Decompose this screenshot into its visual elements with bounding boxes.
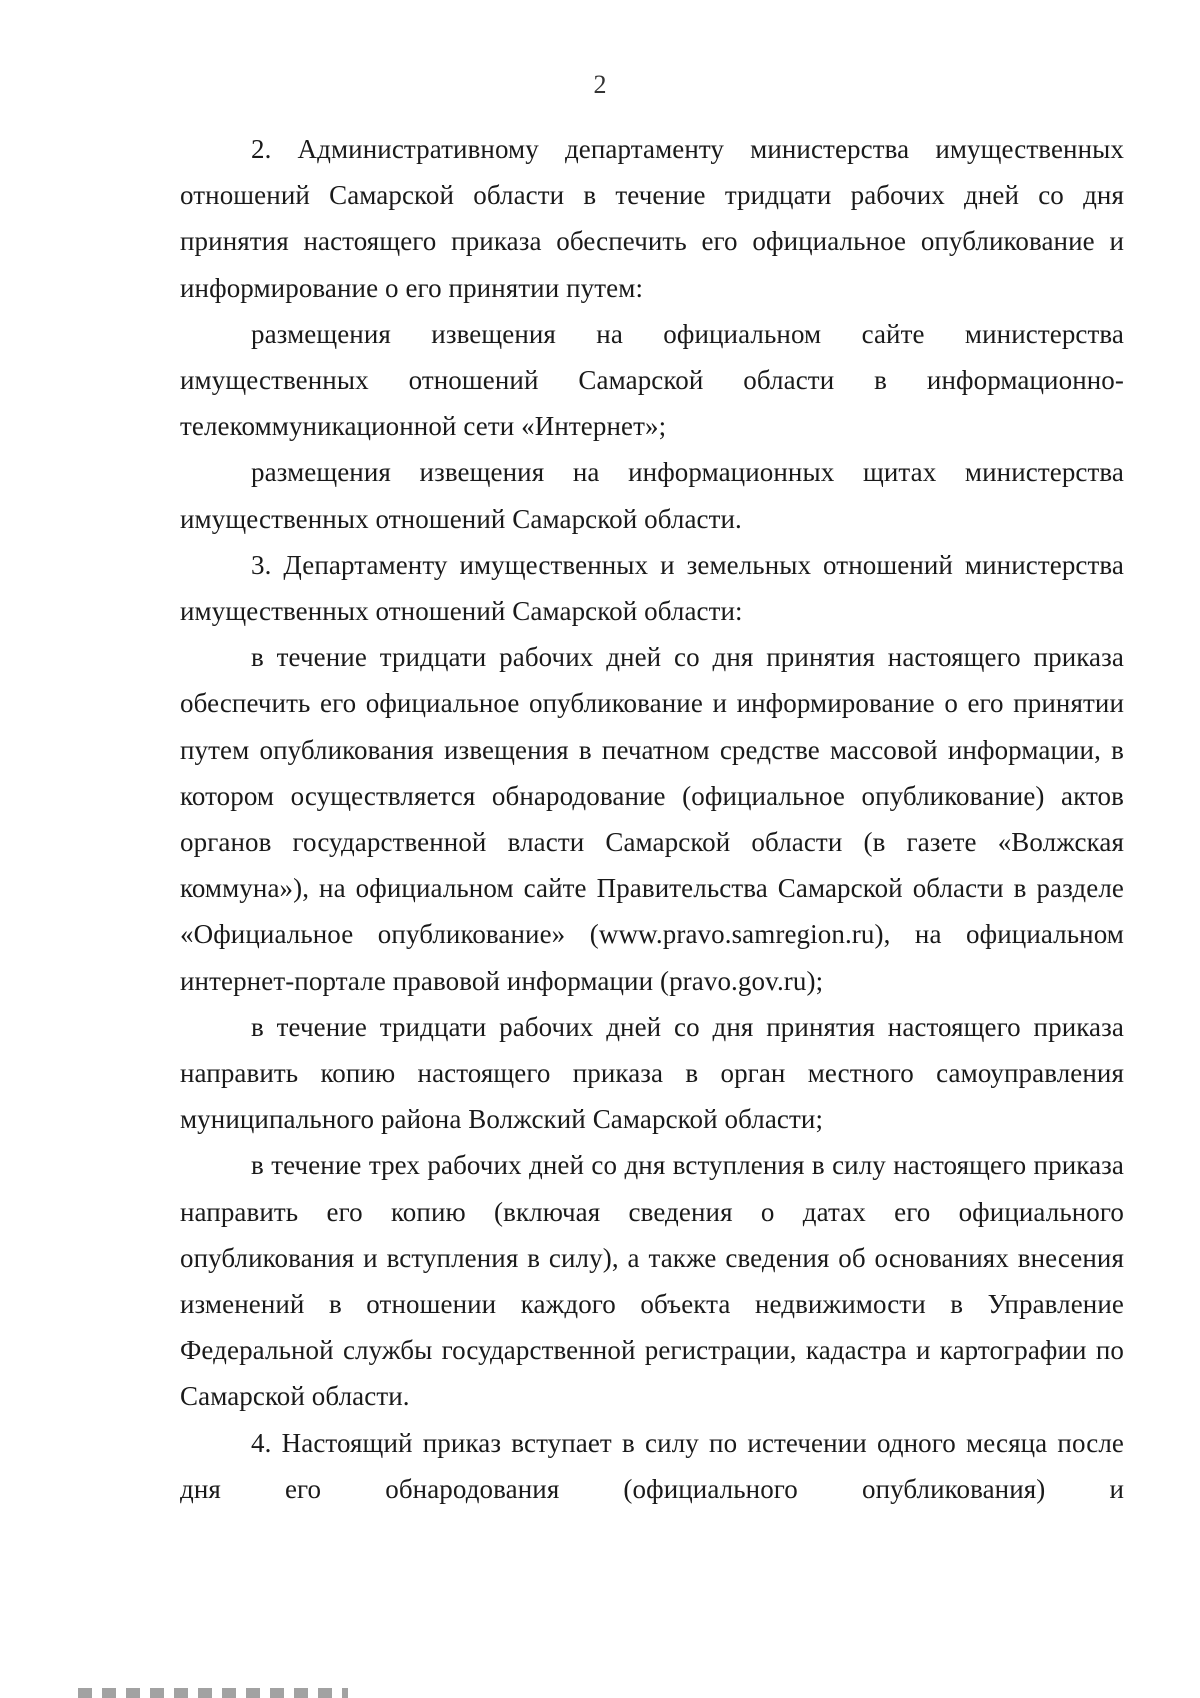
paragraph-copy-to-rosreestr: в течение трех рабочих дней со дня вступления в силу настоящего приказа направить его копию (включая сведения о датах его официального опубликования и вступления в силу), а также сведения об основаниях внесения изменений в отношении каждого объекта недвижимости в Управление Федеральной службы государственной регистрации, кадастра и картографии по Самарской области. — [180, 1150, 1124, 1412]
paragraph-3-property-department: 3. Департаменту имущественных и земельных отношений министерства имущественных отношений Самарской области: — [180, 549, 1124, 627]
page-number: 2 — [593, 70, 607, 99]
paragraph-boards-notice: размещения извещения на информационных щитах министерства имущественных отношений Самарской области. — [180, 457, 1124, 534]
paragraph-copy-to-municipality: в течение тридцати рабочих дней со дня принятия настоящего приказа направить копию настоящего приказа в орган местного самоуправления муниципального района Волжский Самарской области; — [180, 1011, 1124, 1135]
paragraph-publication: в течение тридцати рабочих дней со дня принятия настоящего приказа обеспечить его официальное опубликование и информирование о его принятии путем опубликования извещения в печатном средстве массовой информации, в котором осуществляется обнародование (официальное опубликование) актов органов государственной власти Самарской области (в газете «Волжская коммуна»), на официальном сайте Правительства Самарской области в разделе «Официальное опубликование» (www.pravo.samregion.ru), на официальном интернет-портале правовой информации (pravo.gov.ru); — [180, 642, 1124, 996]
scan-artifact — [78, 1688, 348, 1698]
document-body — [180, 126, 1124, 1512]
paragraph-website-notice: размещения извещения на официальном сайте министерства имущественных отношений Самарской области в информационно-телекоммуникационной сети «Интернет»; — [180, 318, 1124, 442]
paragraph-4-entry-into-force: 4. Настоящий приказ вступает в силу по истечении одного месяца после дня его обнародования (официального опубликования) и — [180, 1427, 1124, 1504]
paragraph-2-admin-department: 2. Административному департаменту министерства имущественных отношений Самарской области в течение тридцати рабочих дней со дня принятия настоящего приказа обеспечить его официальное опубликование и информирование о его принятии путем: — [180, 134, 1124, 303]
